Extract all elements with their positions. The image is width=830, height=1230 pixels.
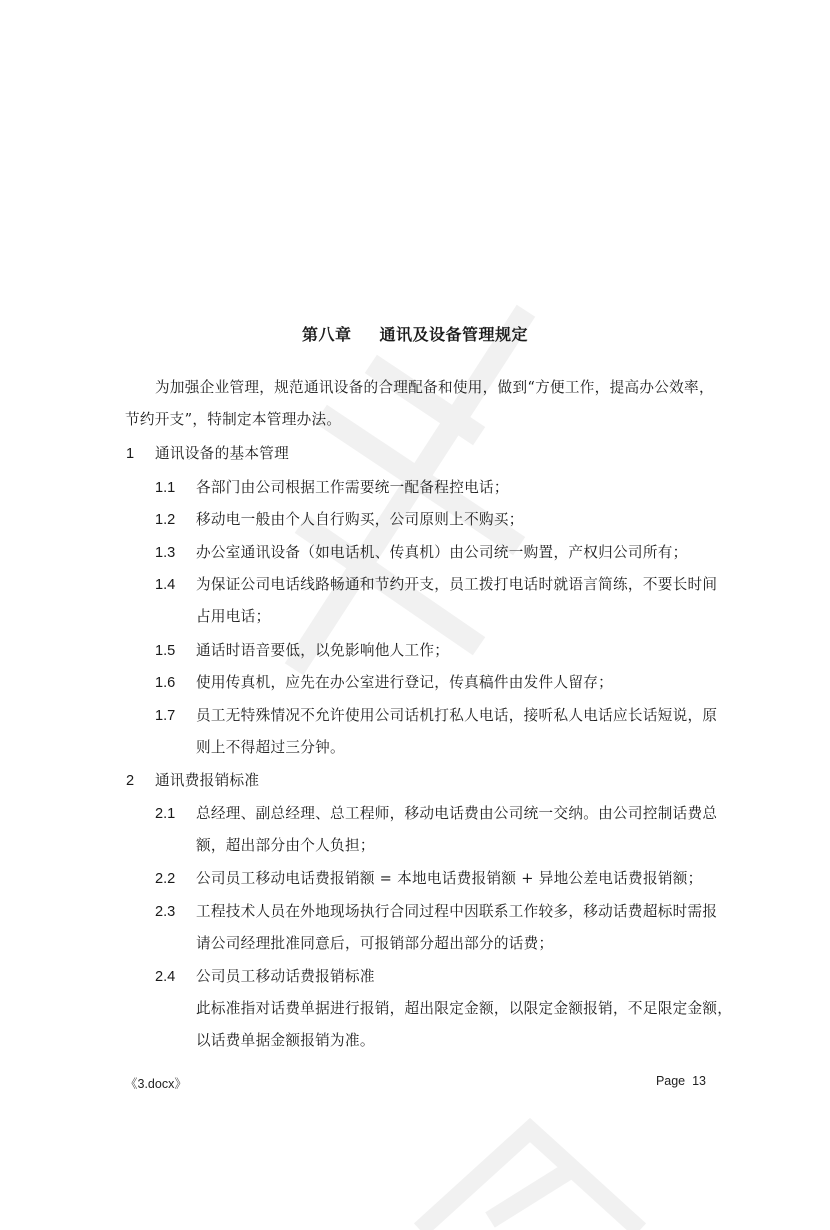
item-text: 通话时语音要低，以免影响他人工作； (196, 642, 450, 659)
item-number: 1.3 (155, 545, 176, 561)
item-text: 额，超出部分由个人负担； (196, 837, 375, 854)
item-text: 办公室通讯设备（如电话机、传真机）由公司统一购置，产权归公司所有； (196, 544, 688, 561)
item-number: 1.4 (155, 577, 176, 593)
item-text: 占用电话； (196, 608, 271, 625)
item-text: 使用传真机，应先在办公室进行登记，传真稿件由发件人留存； (196, 674, 614, 691)
item-text: 总经理、副总经理、总工程师，移动电话费由公司统一交纳。由公司控制话费总 (196, 805, 718, 822)
item-number: 1.5 (155, 643, 176, 659)
item-text: 工程技术人员在外地现场执行合同过程中因联系工作较多，移动话费超标时需报 (196, 903, 718, 920)
chapter-title (0, 322, 830, 345)
item-number: 1.2 (155, 512, 176, 528)
item-number: 2.4 (155, 969, 176, 985)
section-heading: 通讯费报销标准 (155, 772, 260, 789)
page-number: 13 (692, 1074, 706, 1088)
item-text: 员工无特殊情况不允许使用公司话机打私人电话，接听私人电话应长话短说，原 (196, 707, 718, 724)
intro-line: 节约开支”，特制定本管理办法。 (125, 411, 342, 428)
section-number: 1 (126, 446, 135, 462)
item-text: 则上不得超过三分钟。 (196, 739, 345, 756)
footer-page (656, 1074, 706, 1088)
item-number: 2.3 (155, 904, 176, 920)
watermark-logo-icon (400, 1110, 660, 1230)
item-number: 2.1 (155, 806, 176, 822)
item-number: 2.2 (155, 871, 176, 887)
item-number: 1.1 (155, 480, 176, 496)
item-text: 移动电一般由个人自行购买，公司原则上不购买； (196, 511, 524, 528)
item-text: 公司员工移动电话费报销额 = 本地电话费报销额 + 异地公差电话费报销额； (196, 870, 703, 887)
item-text: 公司员工移动话费报销标准 (196, 968, 375, 985)
chapter-number: 第八章 (301, 325, 352, 344)
item-number: 1.7 (155, 708, 176, 724)
item-text: 请公司经理批准同意后，可报销部分超出部分的话费； (196, 935, 554, 952)
section-heading: 通讯设备的基本管理 (155, 445, 290, 462)
page-label: Page (655, 1074, 686, 1088)
item-text: 以话费单据金额报销为准。 (196, 1032, 375, 1049)
footer-filename: 《3.docx》 (125, 1077, 187, 1091)
item-text: 各部门由公司根据工作需要统一配备程控电话； (196, 479, 509, 496)
section-number: 2 (126, 773, 135, 789)
item-text: 此标准指对话费单据进行报销，超出限定金额，以限定金额报销，不足限定金额， (196, 1000, 733, 1017)
intro-line: 为加强企业管理，规范通讯设备的合理配备和使用，做到“方便工作，提高办公效率， (155, 379, 714, 396)
item-number: 1.6 (155, 675, 176, 691)
item-text: 为保证公司电话线路畅通和节约开支，员工拨打电话时就语言简练，不要长时间 (196, 576, 718, 593)
chapter-heading: 通讯及设备管理规定 (379, 325, 529, 344)
